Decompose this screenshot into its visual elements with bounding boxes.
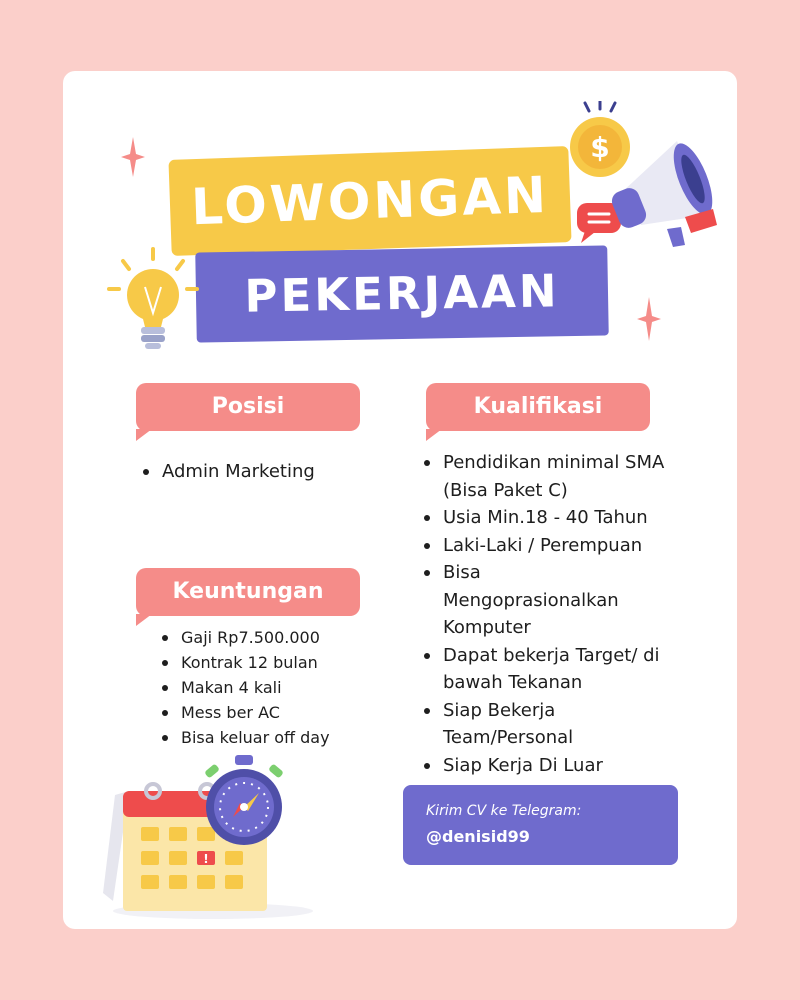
svg-text:!: ! (203, 852, 209, 866)
keuntungan-list (159, 625, 330, 750)
list-item: Admin Marketing (140, 459, 315, 485)
title-line-1: LOWONGAN (168, 146, 571, 256)
list-item: Gaji Rp7.500.000 (159, 625, 330, 650)
job-poster-card (63, 71, 737, 929)
contact-label: Kirim CV ke Telegram: (426, 803, 582, 819)
keuntungan-heading: Keuntungan (136, 568, 360, 616)
megaphone-icon (611, 133, 721, 251)
list-item: Bisa keluar off day (159, 725, 330, 750)
title-line-2: PEKERJAAN (195, 245, 609, 342)
sparkle-icon (637, 297, 661, 341)
lightbulb-icon (103, 243, 203, 353)
telegram-handle[interactable]: @denisid99 (426, 827, 530, 846)
kualifikasi-list (421, 449, 691, 779)
list-item: Laki-Laki / Perempuan (421, 532, 691, 560)
stopwatch-icon (199, 755, 289, 849)
kualifikasi-heading: Kualifikasi (426, 383, 650, 431)
sparkle-icon (121, 137, 145, 177)
svg-text:$: $ (590, 131, 610, 164)
list-item: Pendidikan minimal SMA (Bisa Paket C) (421, 449, 691, 504)
list-item: Mess ber AC (159, 700, 330, 725)
list-item: Makan 4 kali (159, 675, 330, 700)
contact-box (403, 785, 678, 865)
list-item: Kontrak 12 bulan (159, 650, 330, 675)
posisi-heading: Posisi (136, 383, 360, 431)
posisi-list (140, 459, 315, 485)
list-item: Siap Bekerja Team/Personal (421, 697, 613, 752)
list-item: Usia Min.18 - 40 Tahun (421, 504, 691, 532)
list-item: Dapat bekerja Target/ di bawah Tekanan (421, 642, 668, 697)
list-item: Bisa Mengoprasionalkan Komputer (421, 559, 643, 642)
list-item: Siap Kerja Di Luar (421, 752, 691, 780)
